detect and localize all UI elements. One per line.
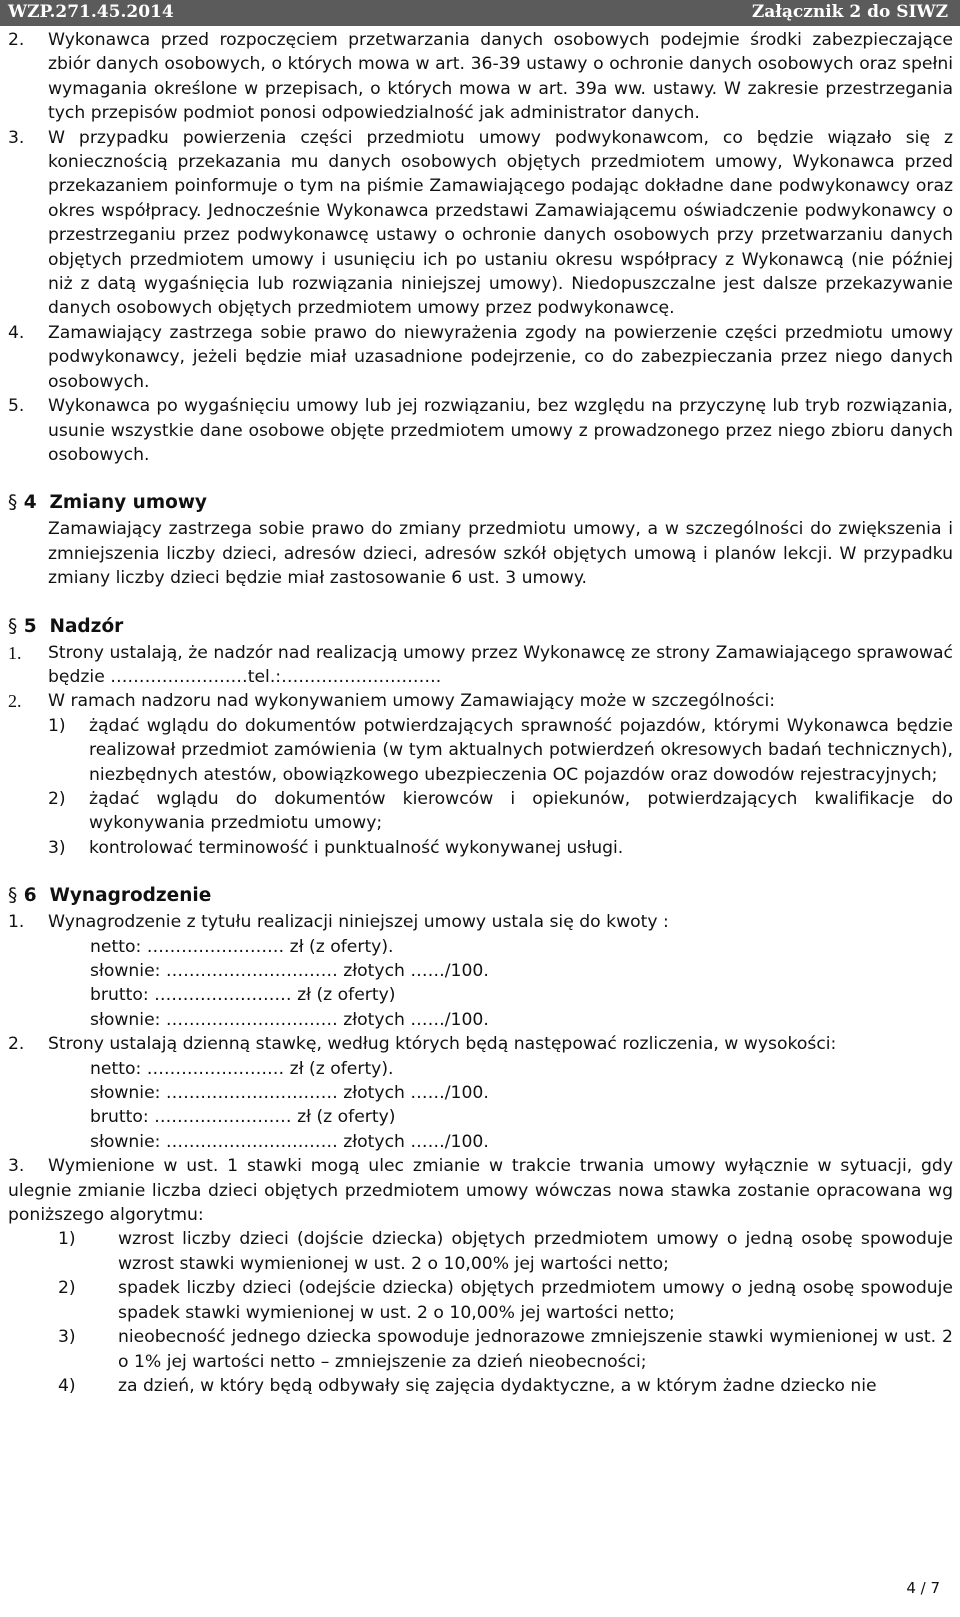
list-item: 5. Wykonawca po wygaśnięciu umowy lub jej rozwiązaniu, bez względu na przyczynę lub tryb rozwiązania, usunie wszystkie dane osobowe objęte przedmiotem umowy z prowadzonego przez niego zbioru danych osobowych. (8, 396, 953, 465)
sub-list-item: 4) za dzień, w który będą odbywały się zajęcia dydaktyczne, a w którym żadne dziecko nie (58, 1375, 877, 1396)
sub-list-item: 2) żądać wglądu do dokumentów kierowców i opiekunów, potwierdzających kwalifikacje do wykonywania przedmiotu umowy; (48, 788, 953, 834)
amount-line: brutto: …………………… zł (z oferty) (90, 985, 396, 1006)
list-item: 2. Wykonawca przed rozpoczęciem przetwarzania danych osobowych podejmie środki zabezpieczające zbiór danych osobowych, o których mowa w art. 36-39 ustawy o ochronie danych osobowych oraz spełni wymagania określone w przepisach, o których mowa w art. 39a ww. ustawy. W zakresie przestrzegania tych przepisów podmiot ponosi odpowiedzialność jak administrator danych. (8, 30, 953, 124)
amount-line: słownie: ………………………… złotych ……/100. (90, 961, 489, 981)
section-text: Zamawiający zastrzega sobie prawo do zmiany przedmiotu umowy, a w szczególności do zwiększenia i zmniejszenia liczby dzieci, adresów dzieci, adresów szkół objętych umową i planów lekcji. W przypadku zmiany liczby dzieci będzie miał zastosowanie 6 ust. 3 umowy. (48, 519, 953, 589)
attachment-label: Załącznik 2 do SIWZ (751, 2, 948, 22)
list-item: 2. Strony ustalają dzienną stawkę, według których będą następować rozliczenia, w wysokości: (8, 1034, 837, 1055)
list-item: 1. Strony ustalają, że nadzór nad realizacją umowy przez Wykonawcę ze strony Zamawiającego sprawować będzie ……………………tel.:………………………. (8, 642, 953, 687)
sub-list-item: 2) spadek liczby dzieci (odejście dziecka) objętych przedmiotem umowy o jedną osobę spowoduje spadek stawki wymienionej w ust. 2 o 10,00% jej wartości netto; (58, 1278, 953, 1323)
document-reference: WZP.271.45.2014 (8, 2, 174, 22)
amount-line: słownie: ………………………… złotych ……/100. (90, 1083, 489, 1104)
page-header (0, 0, 960, 26)
amount-line: netto: …………………… zł (z oferty). (90, 936, 394, 957)
amount-line: słownie: ………………………… złotych ……/100. (90, 1009, 489, 1030)
sub-list-item: 3) kontrolować terminowość i punktualność wykonywanej usługi. (48, 837, 624, 858)
section-heading-5: § 5 Nadzór (8, 615, 124, 637)
document-body (8, 28, 953, 1398)
section-heading-4: § 4 Zmiany umowy (8, 492, 207, 514)
amount-line: słownie: ………………………… złotych ……/100. (90, 1131, 489, 1152)
amount-line: netto: …………………… zł (z oferty). (90, 1058, 394, 1079)
sub-list-item: 1) wzrost liczby dzieci (dojście dziecka) objętych przedmiotem umowy o jedną osobę spowoduje wzrost stawki wymienionej w ust. 2 o 10,00% jej wartości netto; (58, 1229, 953, 1274)
sub-list-item: 1) żądać wglądu do dokumentów potwierdzających sprawność pojazdów, którymi Wykonawca będzie realizował przedmiot zamówienia (w tym aktualnych potwierdzeń okresowych badań technicznych), niezbędnych atestów, obowiązkowego ubezpieczenia OC pojazdów oraz dowodów rejestracyjnych; (48, 715, 953, 785)
amount-line: brutto: …………………… zł (z oferty) (90, 1107, 396, 1128)
sub-list-item: 3) nieobecność jednego dziecka spowoduje jednorazowe zmniejszenie stawki wymienionej w ust. 2 o 1% jej wartości netto – zmniejszenie za dzień nieobecności; (58, 1327, 953, 1372)
section-heading-6: § 6 Wynagrodzenie (8, 885, 212, 907)
list-item: 1. Wynagrodzenie z tytułu realizacji niniejszej umowy ustala się do kwoty : (8, 912, 669, 933)
list-item: 4. Zamawiający zastrzega sobie prawo do niewyrażenia zgody na powierzenie części przedmiotu umowy podwykonawcy, jeżeli będzie miał uzasadnione podejrzenie, co do zabezpieczania przez niego danych osobowych. (8, 322, 953, 392)
page-number: 4 / 7 (906, 1579, 940, 1597)
list-item: 3. W przypadku powierzenia części przedmiotu umowy podwykonawcom, co będzie wiązało się z koniecznością przekazania mu danych osobowych objętych przedmiotem umowy, Wykonawca przed przekazaniem poinformuje o tym na piśmie Zamawiającego podając dokładne dane podwykonawcy oraz okres współpracy. Jednocześnie Wykonawca przedstawi Zamawiającemu oświadczenie podwykonawcy o przestrzeganiu przez podwykonawcę ustawy o ochronie danych osobowych przy przetwarzaniu danych objętych przedmiotem umowy i usunięciu ich po ustaniu okresu współpracy z Wykonawcą (nie później niż z datą wygaśnięcia lub rozwiązania niniejszej umowy). Niedopuszczalne jest dalsze przekazywanie danych osobowych objętych przedmiotem umowy przez podwykonawcę. (8, 127, 953, 319)
list-item: 2. W ramach nadzoru nad wykonywaniem umowy Zamawiający może w szczególności: (8, 691, 776, 712)
list-item: 3. Wymienione w ust. 1 stawki mogą ulec zmianie w trakcie trwania umowy wyłącznie w sytuacji, gdy ulegnie zmianie liczba dzieci objętych przedmiotem umowy wówczas nowa stawka zostanie opracowana wg poniższego algorytmu: (8, 1156, 953, 1226)
